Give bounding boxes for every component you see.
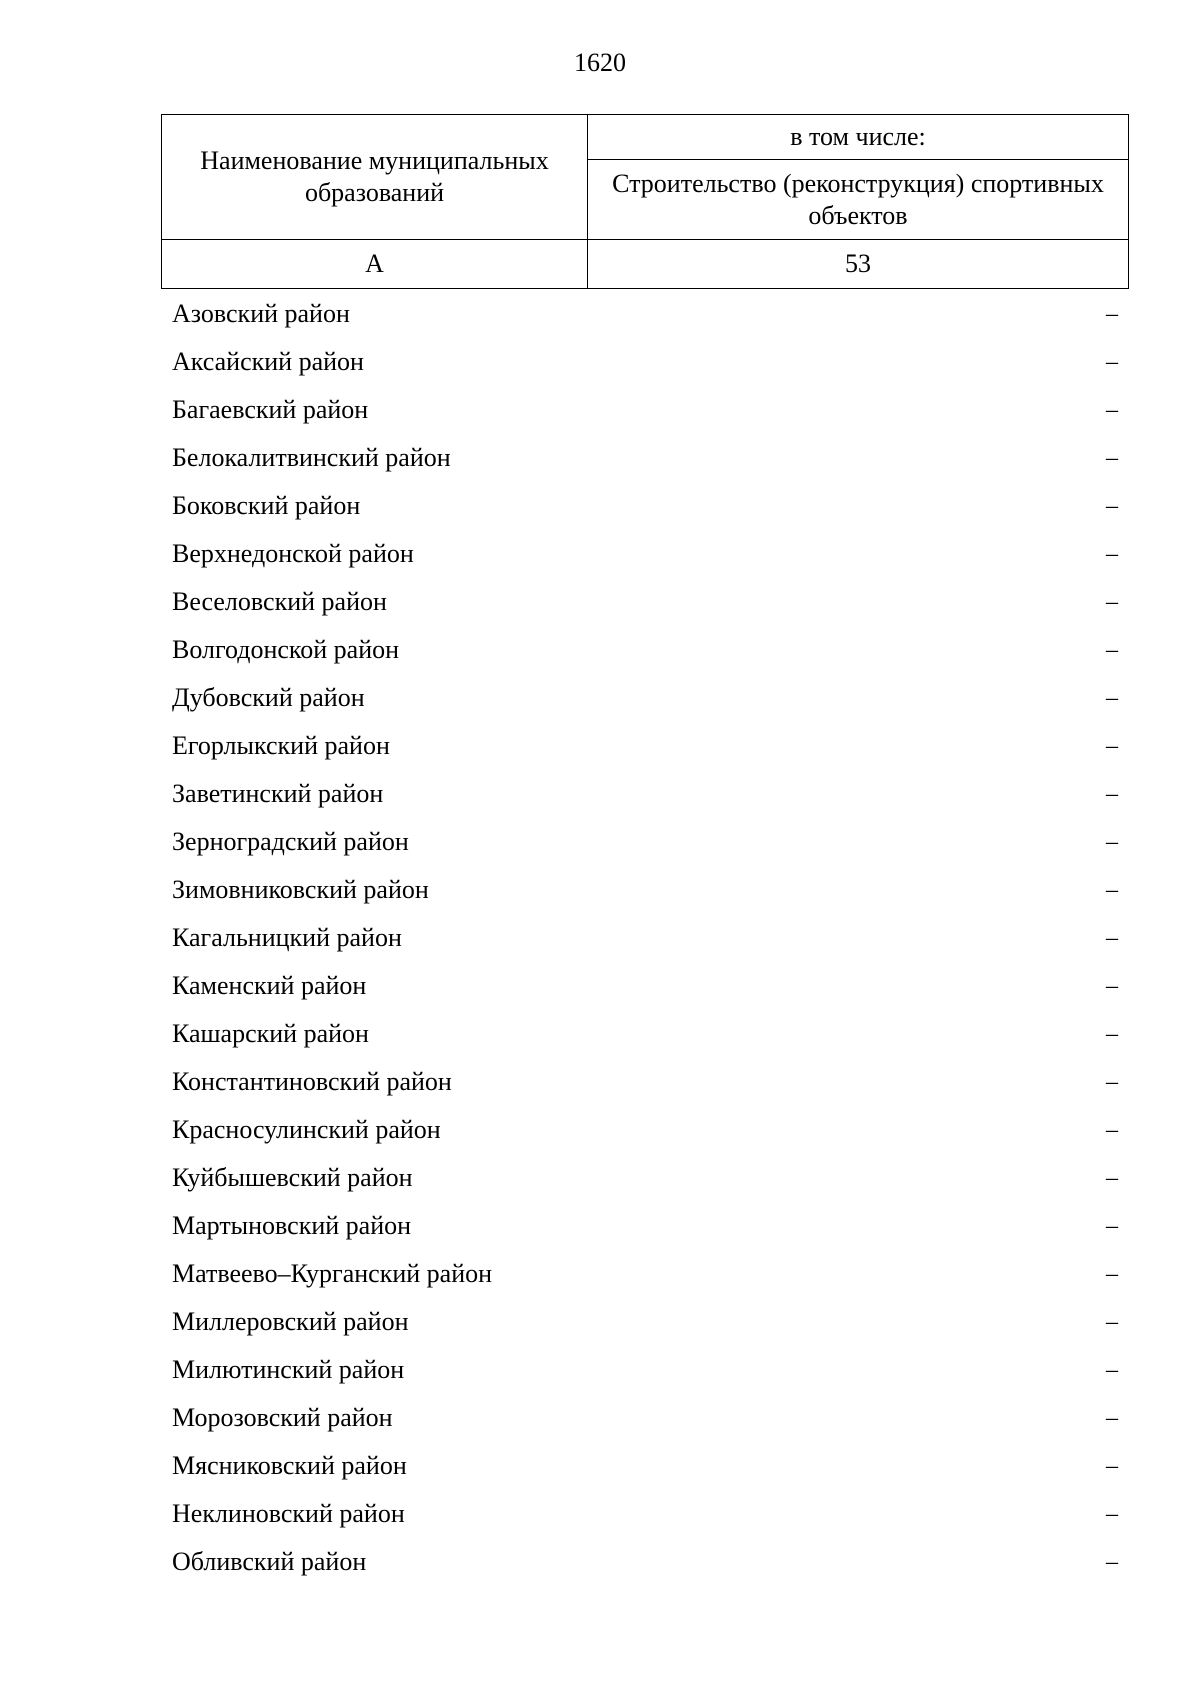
construction-value: – — [1106, 540, 1118, 567]
table-row — [172, 626, 1118, 674]
municipality-name: Зимовниковский район — [172, 875, 429, 904]
construction-value: – — [1106, 1500, 1118, 1527]
table-row — [172, 1442, 1118, 1490]
construction-value: – — [1106, 684, 1118, 711]
construction-value: – — [1106, 588, 1118, 615]
table-row — [172, 1202, 1118, 1250]
municipality-name: Азовский район — [172, 299, 350, 328]
construction-value: – — [1106, 972, 1118, 999]
table-row — [172, 1250, 1118, 1298]
municipality-name: Егорлыкский район — [172, 731, 390, 760]
table-row — [172, 1394, 1118, 1442]
municipality-name: Боковский район — [172, 491, 361, 520]
construction-value: – — [1106, 348, 1118, 375]
construction-value: – — [1106, 300, 1118, 327]
table-header — [161, 114, 1129, 289]
table-row — [172, 818, 1118, 866]
municipality-name: Неклиновский район — [172, 1499, 405, 1528]
table-body — [172, 290, 1118, 1586]
construction-value: – — [1106, 1068, 1118, 1095]
municipality-name: Аксайский район — [172, 347, 364, 376]
table-row — [172, 1154, 1118, 1202]
municipality-name: Матвеево–Курганский район — [172, 1259, 493, 1288]
page-number: 1620 — [574, 48, 626, 77]
table-row — [172, 1346, 1118, 1394]
construction-value: – — [1106, 1164, 1118, 1191]
table-row — [172, 1106, 1118, 1154]
column-group-header: в том числе: — [588, 115, 1129, 160]
construction-value: – — [1106, 636, 1118, 663]
table-row — [172, 674, 1118, 722]
construction-value: – — [1106, 876, 1118, 903]
column-header-name: Наименование муниципальных образований — [162, 115, 588, 240]
municipality-name: Кашарский район — [172, 1019, 369, 1048]
construction-value: – — [1106, 396, 1118, 423]
table-row — [172, 962, 1118, 1010]
construction-value: – — [1106, 924, 1118, 951]
municipality-name: Миллеровский район — [172, 1307, 409, 1336]
table-row — [172, 1058, 1118, 1106]
construction-value: – — [1106, 492, 1118, 519]
municipality-name: Белокалитвинский район — [172, 443, 451, 472]
table-row — [172, 866, 1118, 914]
construction-value: – — [1106, 1548, 1118, 1575]
table-row — [172, 482, 1118, 530]
table-row — [172, 1010, 1118, 1058]
construction-value: – — [1106, 1356, 1118, 1383]
table-row — [172, 1538, 1118, 1586]
municipality-name: Веселовский район — [172, 587, 387, 616]
municipality-name: Константиновский район — [172, 1067, 452, 1096]
municipality-name: Куйбышевский район — [172, 1163, 413, 1192]
construction-value: – — [1106, 732, 1118, 759]
municipality-name: Верхнедонской район — [172, 539, 414, 568]
table-row — [172, 770, 1118, 818]
construction-value: – — [1106, 1020, 1118, 1047]
municipality-name: Красносулинский район — [172, 1115, 441, 1144]
table-row — [172, 578, 1118, 626]
column-index-value: 53 — [588, 240, 1129, 289]
municipality-name: Зерноградский район — [172, 827, 409, 856]
municipality-name: Мартыновский район — [172, 1211, 412, 1240]
municipality-name: Морозовский район — [172, 1403, 393, 1432]
table-row — [172, 1490, 1118, 1538]
construction-value: – — [1106, 1260, 1118, 1287]
construction-value: – — [1106, 1308, 1118, 1335]
municipality-name: Кагальницкий район — [172, 923, 402, 952]
municipality-name: Мясниковский район — [172, 1451, 407, 1480]
table-row — [172, 290, 1118, 338]
table-row — [172, 1298, 1118, 1346]
column-index-name: А — [162, 240, 588, 289]
construction-value: – — [1106, 444, 1118, 471]
municipality-name: Волгодонской район — [172, 635, 400, 664]
table-row — [172, 722, 1118, 770]
construction-value: – — [1106, 1212, 1118, 1239]
construction-value: – — [1106, 1452, 1118, 1479]
municipality-name: Багаевский район — [172, 395, 369, 424]
construction-value: – — [1106, 1116, 1118, 1143]
table-row — [172, 530, 1118, 578]
municipality-name: Каменский район — [172, 971, 367, 1000]
municipality-name: Дубовский район — [172, 683, 365, 712]
municipality-name: Обливский район — [172, 1547, 367, 1576]
municipality-name: Милютинский район — [172, 1355, 405, 1384]
table-row — [172, 338, 1118, 386]
table-row — [172, 914, 1118, 962]
table-row — [172, 386, 1118, 434]
construction-value: – — [1106, 1404, 1118, 1431]
construction-value: – — [1106, 828, 1118, 855]
table-row — [172, 434, 1118, 482]
construction-value: – — [1106, 780, 1118, 807]
column-header-value: Строительство (реконструкция) спортивных объектов — [588, 160, 1129, 240]
municipality-name: Заветинский район — [172, 779, 384, 808]
